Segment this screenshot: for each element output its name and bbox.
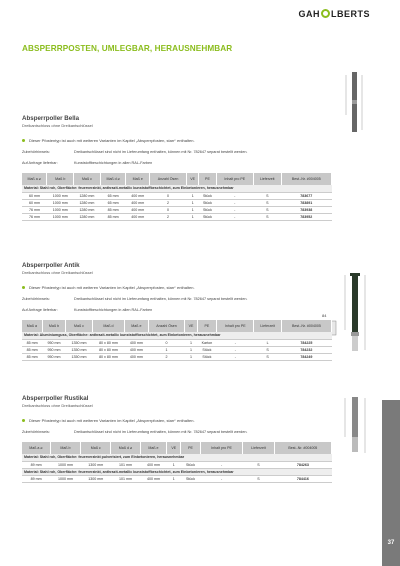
column-header: Anzahl Ösen (150, 173, 187, 185)
accessory-info (22, 150, 332, 154)
table-cell: 2 (150, 199, 187, 206)
table-cell: S (243, 461, 274, 468)
note (22, 285, 332, 290)
table-cell: 950 mm (42, 339, 65, 346)
table-cell: 65 mm (100, 192, 126, 199)
column-header: VE (167, 442, 181, 454)
table-cell: - (200, 461, 242, 468)
table-cell: 1 (167, 461, 181, 468)
column-header: PE (199, 173, 216, 185)
article-number: 784225 (281, 339, 331, 346)
table-cell: 85 mm (100, 206, 126, 213)
column-header: Anzahl Ösen (148, 320, 185, 332)
table-row (22, 339, 332, 346)
note (22, 138, 332, 143)
table-header-row (22, 173, 332, 185)
table-cell: 1350 mm (66, 346, 93, 353)
table-cell: 80 x 80 mm (92, 346, 124, 353)
column-header: Best.-Nr. #004005 (274, 442, 331, 454)
table-row (22, 353, 332, 360)
table-cell: S (254, 346, 281, 353)
table-cell: S (253, 206, 281, 213)
table-cell: 1000 mm (47, 206, 74, 213)
table-cell: 1280 mm (74, 199, 101, 206)
table-cell: Karton (197, 339, 217, 346)
table-cell: 65 mm (100, 199, 126, 206)
table-row (22, 206, 332, 213)
table-header-row (22, 442, 332, 454)
table-cell: - (216, 192, 253, 199)
table-cell: 1 (187, 192, 199, 199)
antik-dim-label: 84 (322, 313, 327, 318)
note-text: Dieser Pfostentyp ist auch mit weiteren Varianten im Kapitel „Absperrpfosten, starr“ enthalten. (29, 285, 195, 290)
page-title: ABSPERRPOSTEN, UMLEGBAR, HERAUSNEHMBAR (22, 44, 233, 53)
table-cell: 950 mm (42, 346, 65, 353)
column-header: Best.-Nr. #004005 (281, 320, 331, 332)
table-cell: Stück (181, 475, 201, 482)
table-row (22, 199, 332, 206)
material-cell: Material: Stahl roh, Oberfläche: feuerverzinkt, anthrazit-metallic kunststoffbeschichtet, zum Einbetonieren, herausnehmbar (22, 185, 332, 192)
table-cell: 89 mm (22, 475, 50, 482)
table-cell: 76 mm (22, 213, 47, 220)
table-cell: 950 mm (42, 353, 65, 360)
accessory-value: Dreikantschlüssel sind nicht im Lieferumfang enthalten, können mit Nr. 782647 separat bestellt werden. (74, 430, 248, 434)
article-number: 783952 (281, 213, 331, 220)
material-row (22, 454, 332, 461)
table-cell: S (243, 475, 274, 482)
accessory-value: Dreikantschlüssel sind nicht im Lieferumfang enthalten, können mit Nr. 782647 separat bestellt werden. (74, 150, 248, 154)
column-header: Maß b (42, 320, 65, 332)
bullet-icon (22, 419, 25, 422)
table-cell: Stück (199, 206, 216, 213)
table-cell: 1000 mm (50, 461, 80, 468)
table-row (22, 461, 332, 468)
column-header: PE (181, 442, 201, 454)
antik-product-image (340, 270, 370, 355)
table-cell: 400 mm (126, 213, 150, 220)
column-header: Maß a (22, 320, 42, 332)
table-cell: - (200, 475, 242, 482)
brand-right: LBERTS (331, 9, 370, 19)
material-row (22, 332, 332, 339)
column-header: Maß e (140, 442, 167, 454)
bullet-icon (22, 139, 25, 142)
section-subtitle: Dreikantschloss ohne Dreikantschlüssel (22, 270, 93, 275)
column-header: Maß e (125, 320, 148, 332)
material-row (22, 468, 332, 475)
table-cell: 1280 mm (74, 192, 101, 199)
table-cell: 0 (150, 192, 187, 199)
table-cell: 1 (187, 213, 199, 220)
table-cell: 80 x 80 mm (92, 339, 124, 346)
column-header: Maß b (50, 442, 80, 454)
column-header: Lieferzeit (254, 320, 281, 332)
section-subtitle: Dreikantschloss ohne Dreikantschlüssel (22, 403, 93, 408)
on-request-label: Auf Anfrage lieferbar: (22, 161, 58, 165)
column-header: Best.-Nr. #004005 (281, 173, 331, 185)
column-header: Maß d ⌀ (100, 173, 126, 185)
table-cell: 85 mm (22, 353, 42, 360)
table-cell: 60 mm (22, 199, 47, 206)
table-cell: Stück (199, 192, 216, 199)
column-header: Inhalt pro PE (217, 320, 254, 332)
antik-table (22, 320, 332, 361)
table-cell: 400 mm (126, 192, 150, 199)
article-number: 784249 (281, 353, 331, 360)
table-cell: Stück (199, 213, 216, 220)
table-cell: 400 mm (125, 346, 148, 353)
section-antik (22, 262, 332, 361)
column-header: Maß c (74, 173, 101, 185)
material-row (22, 185, 332, 192)
table-cell: 400 mm (126, 206, 150, 213)
bella-product-image (340, 70, 370, 140)
table-cell: 1000 mm (47, 192, 74, 199)
table-cell: 85 mm (22, 339, 42, 346)
table-cell: 1300 mm (81, 475, 111, 482)
section-bella (22, 115, 332, 221)
column-header: PE (197, 320, 217, 332)
table-row (22, 213, 332, 220)
section-subtitle: Dreikantschloss ohne Dreikantschlüssel (22, 123, 93, 128)
table-cell: Stück (197, 346, 217, 353)
table-cell: 1 (187, 206, 199, 213)
table-cell: - (217, 353, 254, 360)
table-cell: L (254, 339, 281, 346)
rustikal-table (22, 442, 332, 483)
table-cell: S (254, 353, 281, 360)
note-text: Dieser Pfostentyp ist auch mit weiteren Varianten im Kapitel „Absperrpfosten, starr“ enthalten. (29, 138, 195, 143)
table-cell: - (216, 199, 253, 206)
brand-left: GAH (298, 9, 320, 19)
material-cell: Material: Stahl roh, Oberfläche: feuerverzinkt pulverisiert, zum Einbetonieren, herausnehmbar (22, 454, 332, 461)
table-cell: 1000 mm (47, 199, 74, 206)
table-cell: 1300 mm (81, 461, 111, 468)
column-header: Inhalt pro PE (216, 173, 253, 185)
column-header: Lieferzeit (253, 173, 281, 185)
table-cell: 400 mm (125, 353, 148, 360)
table-cell: Stück (199, 199, 216, 206)
table-cell: 1350 mm (66, 353, 93, 360)
table-cell: 0 (148, 339, 185, 346)
on-request-info (22, 161, 332, 165)
on-request-info (22, 308, 332, 312)
table-cell: 1 (167, 475, 181, 482)
column-header: VE (187, 173, 199, 185)
table-cell: S (253, 213, 281, 220)
column-header: Maß d (92, 320, 124, 332)
material-cell: Material: Aluminiumguss, Oberfläche: anthrazit-metallic kunststoffbeschichtet, zum Einbetonieren, herausnehmbar (22, 332, 332, 339)
table-cell: 1 (187, 199, 199, 206)
table-cell: S (253, 199, 281, 206)
accessory-label: Zubehörhinweis: (22, 150, 50, 154)
column-header: Maß a ⌀ (22, 442, 50, 454)
table-cell: 400 mm (140, 475, 167, 482)
rustikal-product-image (340, 395, 370, 460)
table-cell: S (253, 192, 281, 199)
article-number: 783677 (281, 192, 331, 199)
table-row (22, 192, 332, 199)
table-cell: 1000 mm (50, 475, 80, 482)
section-title: Absperrpoller Rustikal (22, 395, 89, 402)
table-cell: 85 mm (100, 213, 126, 220)
table-cell: Stück (181, 461, 201, 468)
note-text: Dieser Pfostentyp ist auch mit weiteren Varianten im Kapitel „Absperrpfosten, starr“ enthalten. (29, 418, 195, 423)
table-cell: 85 mm (22, 346, 42, 353)
on-request-value: Kunststoffbeschichtungen in allen RAL-Farben (74, 161, 153, 165)
table-cell: Stück (197, 353, 217, 360)
section-title: Absperrpoller Antik (22, 262, 80, 269)
table-cell: - (217, 346, 254, 353)
column-header: Inhalt pro PE (200, 442, 242, 454)
column-header: Maß d ⌀ (111, 442, 140, 454)
page-number: 37 (387, 540, 395, 546)
logo-ring-icon (321, 9, 330, 18)
column-header: Maß c (81, 442, 111, 454)
article-number: 784232 (281, 346, 331, 353)
table-row (22, 475, 332, 482)
table-cell: 1000 mm (47, 213, 74, 220)
table-cell: 1 (185, 353, 197, 360)
section-title: Absperrpoller Bella (22, 115, 80, 122)
table-cell: - (216, 206, 253, 213)
article-number: 784263 (274, 461, 331, 468)
note (22, 418, 332, 423)
article-number: 783938 (281, 206, 331, 213)
brand-logo (299, 9, 371, 19)
column-header: Maß e (126, 173, 150, 185)
table-cell: 400 mm (126, 199, 150, 206)
table-cell: 1280 mm (74, 213, 101, 220)
bella-table (22, 173, 332, 221)
table-cell: 80 x 80 mm (92, 353, 124, 360)
bullet-icon (22, 286, 25, 289)
accessory-label: Zubehörhinweis: (22, 297, 50, 301)
table-cell: 60 mm (22, 192, 47, 199)
table-cell: 0 (150, 206, 187, 213)
table-cell: - (217, 339, 254, 346)
table-cell: 400 mm (125, 339, 148, 346)
table-cell: 1280 mm (74, 206, 101, 213)
table-cell: - (216, 213, 253, 220)
material-cell: Material: Stahl roh, Oberfläche: feuerverzinkt, anthrazit-metallic kunststoffbeschichtet, zum Einbetonieren, herausnehmbar (22, 468, 332, 475)
accessory-value: Dreikantschlüssel sind nicht im Lieferumfang enthalten, können mit Nr. 782647 separat bestellt werden. (74, 297, 248, 301)
table-cell: 1 (185, 339, 197, 346)
article-number: 784416 (274, 475, 331, 482)
table-cell: 101 mm (111, 475, 140, 482)
column-header: Maß a ⌀ (22, 173, 47, 185)
table-cell: 2 (150, 213, 187, 220)
table-row (22, 346, 332, 353)
table-cell: 101 mm (111, 461, 140, 468)
accessory-info (22, 297, 332, 301)
article-number: 783891 (281, 199, 331, 206)
column-header: Maß b (47, 173, 74, 185)
column-header: VE (185, 320, 197, 332)
on-request-value: Kunststoffbeschichtungen in allen RAL-Farben (74, 308, 153, 312)
table-header-row (22, 320, 332, 332)
column-header: Lieferzeit (243, 442, 274, 454)
section-rustikal (22, 395, 332, 483)
table-cell: 400 mm (140, 461, 167, 468)
table-cell: 2 (148, 353, 185, 360)
table-cell: 76 mm (22, 206, 47, 213)
accessory-label: Zubehörhinweis: (22, 430, 50, 434)
accessory-info (22, 430, 332, 434)
table-cell: 1 (185, 346, 197, 353)
table-cell: 1350 mm (66, 339, 93, 346)
column-header: Maß c (66, 320, 93, 332)
on-request-label: Auf Anfrage lieferbar: (22, 308, 58, 312)
table-cell: 89 mm (22, 461, 50, 468)
table-cell: 1 (148, 346, 185, 353)
